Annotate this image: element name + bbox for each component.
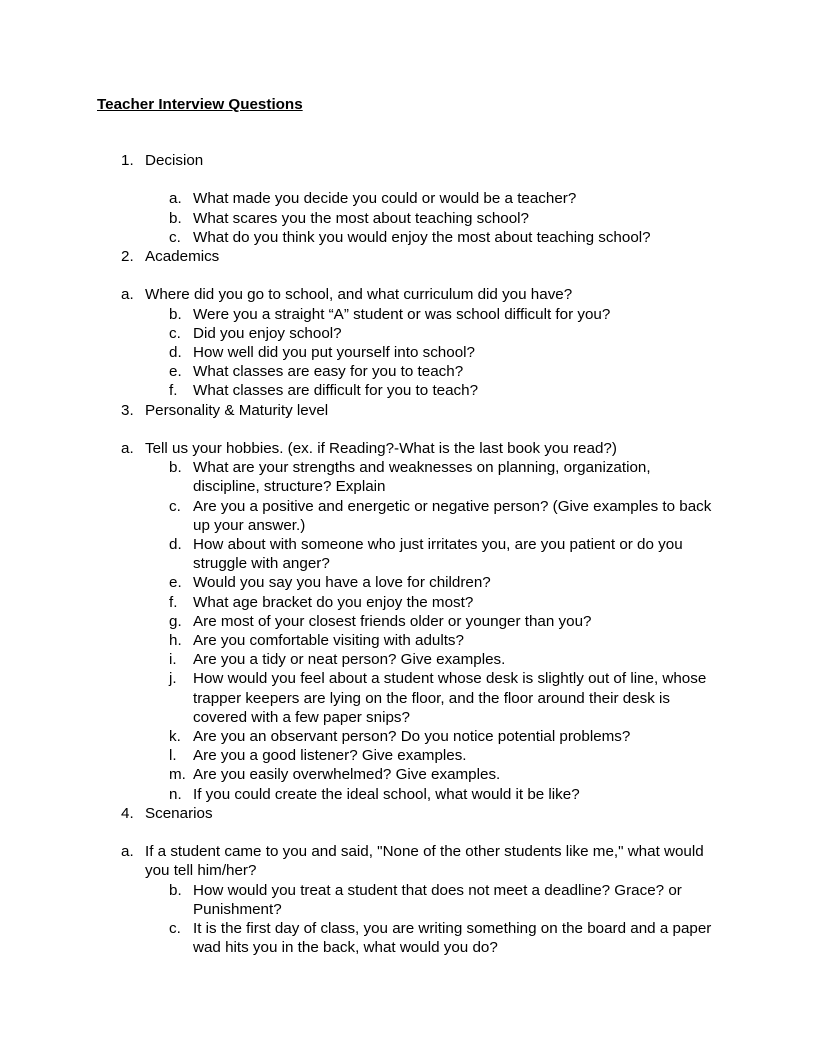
list-item (0, 919, 817, 957)
list-item (0, 631, 817, 650)
list-item (0, 669, 817, 727)
item-text: Are you an observant person? Do you notice potential problems? (193, 728, 631, 746)
item-text: Are most of your closest friends older or younger than you? (193, 612, 592, 630)
item-label: f. (169, 382, 178, 400)
blank-line (0, 170, 817, 189)
item-label: e. (169, 574, 182, 592)
list-item (0, 765, 817, 784)
item-label: c. (169, 324, 181, 342)
section-number: 1. (121, 152, 134, 169)
list-item (0, 228, 817, 247)
item-label: b. (169, 305, 182, 323)
section-title: Scenarios (145, 804, 213, 822)
item-text: It is the first day of class, you are writing something on the board and a paper wad hits you in the back, what would you do? (193, 920, 712, 957)
list-item (0, 305, 817, 324)
item-label: e. (169, 363, 182, 381)
item-text: Where did you go to school, and what curriculum did you have? (145, 286, 573, 304)
item-label: c. (169, 497, 181, 515)
section-heading (0, 151, 817, 170)
page-title: Teacher Interview Questions (97, 96, 303, 113)
item-text: Are you comfortable visiting with adults? (193, 632, 464, 650)
section-title: Academics (145, 248, 220, 265)
item-text: Would you say you have a love for children? (193, 574, 491, 592)
item-text: What do you think you would enjoy the most about teaching school? (193, 228, 651, 246)
section-heading (0, 804, 817, 823)
list-item (0, 362, 817, 381)
item-label: d. (169, 344, 182, 361)
item-label: a. (121, 843, 134, 861)
item-label: f. (169, 593, 178, 611)
item-text: What age bracket do you enjoy the most? (193, 593, 474, 611)
section-title: Personality & Maturity level (145, 401, 329, 419)
list-item (0, 381, 817, 400)
item-text: How would you treat a student that does not meet a deadline? Grace? or Punishment? (193, 881, 682, 918)
item-label: c. (169, 228, 181, 246)
item-text: Are you a positive and energetic or negative person? (Give examples to back up your answer.) (193, 497, 712, 534)
item-label: l. (169, 747, 177, 765)
list-item (0, 746, 817, 765)
item-label: a. (121, 286, 134, 304)
list-item (0, 593, 817, 612)
list-item (0, 439, 817, 458)
item-label: b. (169, 881, 182, 899)
item-label: n. (169, 785, 182, 803)
list-item (0, 842, 817, 880)
list-item (0, 343, 817, 362)
list-item (0, 189, 817, 208)
list-item (0, 573, 817, 592)
item-label: h. (169, 632, 182, 650)
list-item (0, 458, 817, 496)
list-item (0, 881, 817, 919)
item-text: What scares you the most about teaching school? (193, 209, 530, 227)
item-text: Were you a straight “A” student or was school difficult for you? (193, 305, 611, 323)
list-item (0, 497, 817, 535)
list-item (0, 650, 817, 669)
question-list (0, 151, 817, 957)
section-heading (0, 401, 817, 420)
list-item (0, 612, 817, 631)
section-number: 2. (121, 248, 134, 265)
item-label: b. (169, 459, 182, 477)
item-text: How would you feel about a student whose desk is slightly out of line, whose trapper keepers are lying on the floor, and the floor around their desk is covered with a few paper snips? (193, 670, 707, 726)
item-text: Tell us your hobbies. (ex. if Reading?-What is the last book you read?) (145, 440, 617, 457)
item-text: If you could create the ideal school, what would it be like? (193, 785, 580, 803)
item-text: What classes are difficult for you to teach? (193, 382, 479, 400)
list-item (0, 324, 817, 343)
item-text: Are you easily overwhelmed? Give examples. (193, 766, 501, 784)
item-label: g. (169, 612, 182, 630)
item-label: k. (169, 728, 181, 746)
item-label: c. (169, 920, 181, 938)
item-text: Are you a good listener? Give examples. (193, 747, 467, 765)
section-number: 3. (121, 401, 134, 419)
item-text: How well did you put yourself into school? (193, 344, 475, 361)
item-text: Did you enjoy school? (193, 324, 342, 342)
list-item (0, 285, 817, 304)
item-label: a. (169, 190, 182, 208)
item-text: What are your strengths and weaknesses on planning, organization, discipline, structure? Explain (193, 459, 651, 496)
section-title: Decision (145, 152, 204, 169)
item-label: a. (121, 440, 134, 457)
list-item (0, 535, 817, 573)
blank-line (0, 266, 817, 285)
list-item (0, 727, 817, 746)
item-text: What made you decide you could or would be a teacher? (193, 190, 577, 208)
item-text: If a student came to you and said, "None of the other students like me," what would you tell him/her? (145, 843, 704, 880)
blank-line (0, 420, 817, 439)
item-label: j. (169, 670, 177, 688)
section-heading (0, 247, 817, 266)
item-text: What classes are easy for you to teach? (193, 363, 464, 381)
list-item (0, 785, 817, 804)
item-label: i. (169, 651, 177, 669)
list-item (0, 209, 817, 228)
blank-line (0, 823, 817, 842)
item-label: b. (169, 209, 182, 227)
section-number: 4. (121, 804, 134, 822)
item-label: d. (169, 536, 182, 554)
item-text: How about with someone who just irritates you, are you patient or do you struggle with anger? (193, 536, 683, 573)
item-text: Are you a tidy or neat person? Give examples. (193, 651, 506, 669)
item-label: m. (169, 766, 186, 784)
